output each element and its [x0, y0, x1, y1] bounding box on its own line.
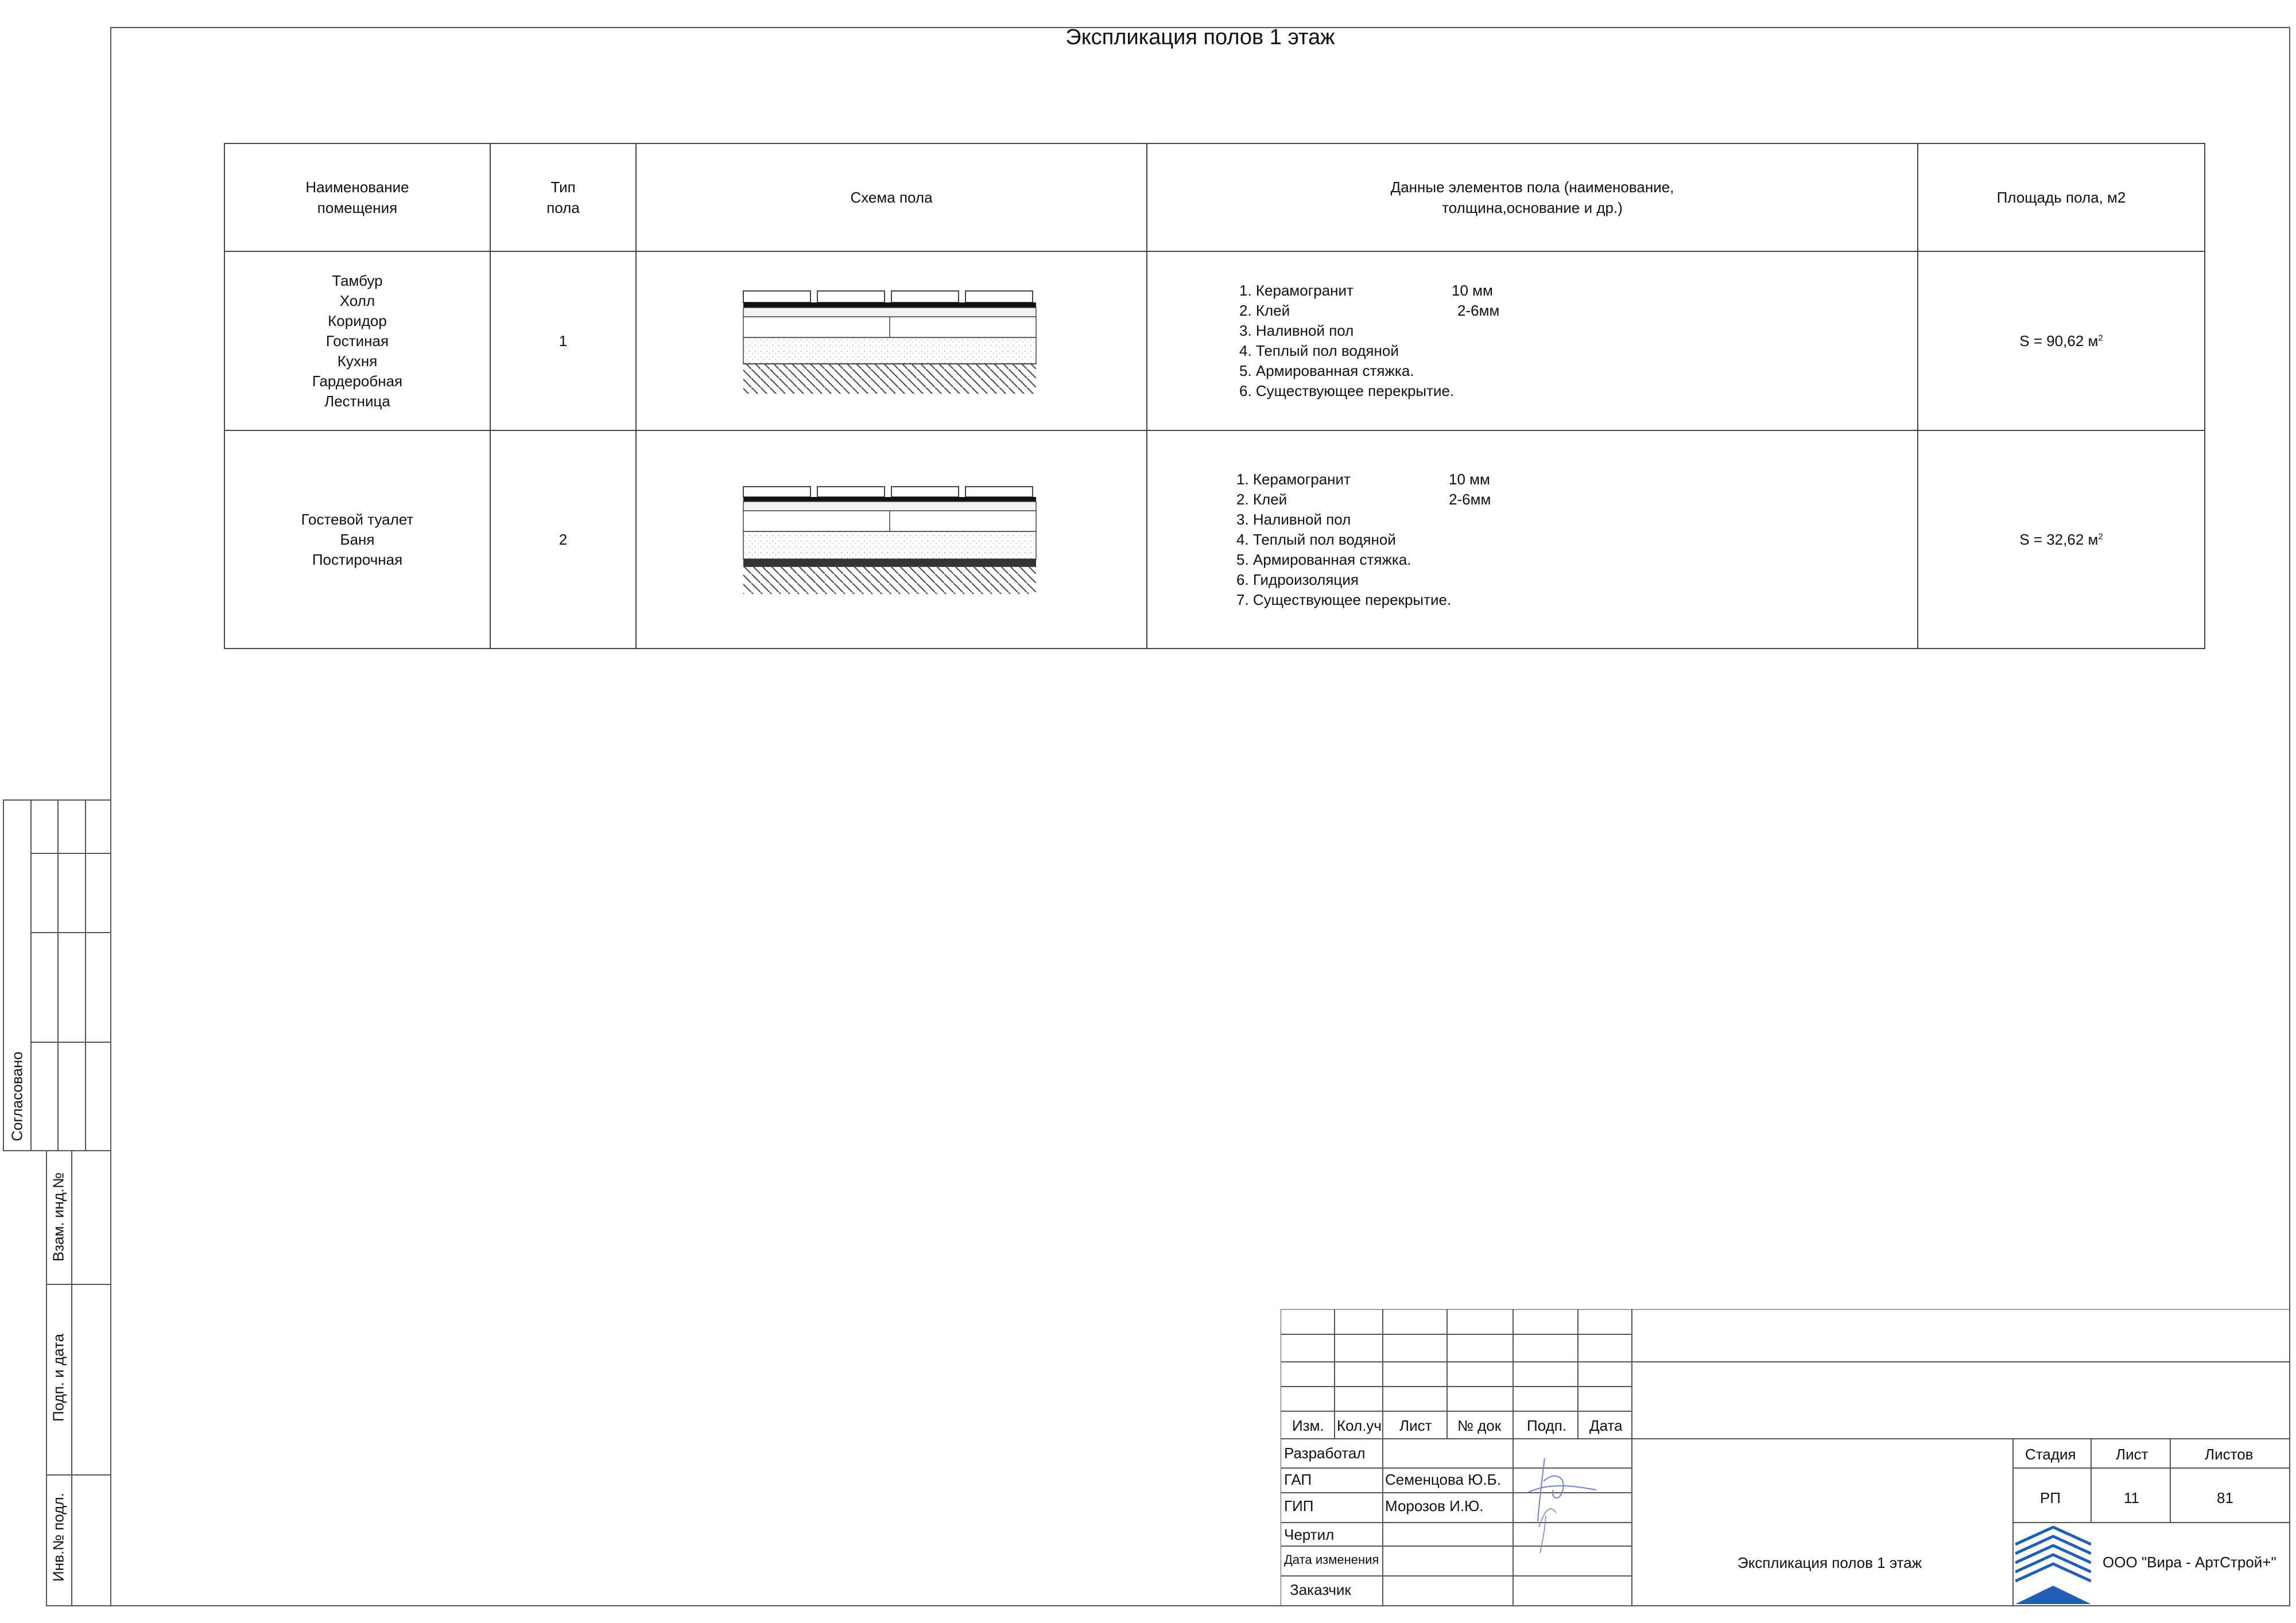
title-block: [1281, 1309, 2290, 1606]
layer-row: 4. Теплый пол водяной: [1236, 530, 1396, 548]
signature-image: [1510, 1447, 1602, 1556]
layer-row: 1. Керамогранит 10 мм: [1236, 470, 1490, 488]
sheet-title: Экспликация полов 1 этаж: [1065, 25, 1335, 49]
stage-value: РП: [2040, 1489, 2061, 1506]
table-row: [224, 430, 2205, 649]
floor-section-drawing: [742, 286, 1041, 395]
sheets-label: Листов: [2205, 1446, 2254, 1463]
table-header-row: [224, 143, 2205, 251]
person-gap: Семенцова Ю.Б.: [1385, 1471, 1501, 1488]
layer-row: 7. Существующее перекрытие.: [1236, 591, 1452, 608]
layer-row: 2. Клей 2-6мм: [1239, 302, 1500, 319]
col-doc: № док: [1457, 1417, 1502, 1434]
layer-row: 6. Существующее перекрытие.: [1239, 382, 1455, 399]
floor-scheme-2: [636, 430, 1147, 649]
layer-row: 2. Клей 2-6мм: [1236, 490, 1491, 508]
role-date-change: Дата изменения: [1284, 1552, 1379, 1567]
role-customer: Заказчик: [1290, 1581, 1351, 1598]
layer-row: 3. Наливной пол: [1239, 322, 1354, 339]
header-area: Площадь пола, м2: [1918, 143, 2205, 251]
company-name: ООО "Вира - АртСтрой+": [2103, 1554, 2276, 1571]
sheets-value: 81: [2217, 1489, 2233, 1506]
layer-row: 5. Армированная стяжка.: [1236, 550, 1411, 568]
floor-area-1: S = 90,62 $м^2$: [1918, 251, 2205, 430]
floor-scheme-1: [636, 251, 1147, 430]
floor-explication-table: [224, 143, 2205, 649]
layer-row: 5. Армированная стяжка.: [1239, 362, 1414, 379]
layer-row: 1. Керамогранит 10 мм: [1239, 282, 1493, 299]
col-izm: Изм.: [1292, 1417, 1324, 1434]
layer-row: 3. Наливной пол: [1236, 510, 1351, 528]
drawing-name: Экспликация полов 1 этаж: [1737, 1554, 1922, 1571]
agreed-label: Согласовано: [8, 1051, 26, 1141]
room-names-2: Гостевой туалет Баня Постирочная: [224, 430, 490, 649]
podp-label: Подп. и дата: [49, 1333, 67, 1422]
vzam-label: Взам. инд.№: [49, 1172, 67, 1262]
col-date: Дата: [1589, 1417, 1623, 1434]
header-scheme: Схема пола: [636, 143, 1147, 251]
floor-layers-1: [1147, 251, 1918, 430]
company-logo: [2015, 1526, 2091, 1604]
floor-type-2: 2: [490, 430, 636, 649]
role-razrab: Разработал: [1284, 1445, 1366, 1462]
col-podp: Подп.: [1527, 1417, 1567, 1434]
sheet-value: 11: [2124, 1489, 2139, 1506]
col-kol: Кол.уч: [1337, 1417, 1382, 1434]
floor-section-drawing: [742, 482, 1041, 597]
table-row: [224, 251, 2205, 430]
layer-row: 6. Гидроизоляция: [1236, 570, 1359, 588]
header-data: Данные элементов пола (наименование, толщина,основание и др.): [1147, 143, 1918, 251]
inv-label: Инв.№ подл.: [49, 1493, 67, 1582]
floor-type-1: 1: [490, 251, 636, 430]
role-gap: ГАП: [1284, 1471, 1312, 1488]
role-gip: ГИП: [1284, 1497, 1314, 1515]
header-type: Тип пола: [490, 143, 636, 251]
person-gip: Морозов И.Ю.: [1385, 1497, 1484, 1515]
floor-area-2: S = 32,62 $м^2$: [1918, 430, 2205, 649]
role-chertil: Чертил: [1284, 1526, 1335, 1543]
header-room: Наименование помещения: [224, 143, 490, 251]
floor-layers-2: [1147, 430, 1918, 649]
col-list: Лист: [1399, 1417, 1432, 1434]
stage-label: Стадия: [2025, 1446, 2076, 1463]
layer-row: 4. Теплый пол водяной: [1239, 342, 1399, 359]
sheet-label: Лист: [2116, 1446, 2148, 1463]
room-names-1: Тамбур Холл Коридор Гостиная Кухня Гардеробная Лестница: [224, 251, 490, 430]
